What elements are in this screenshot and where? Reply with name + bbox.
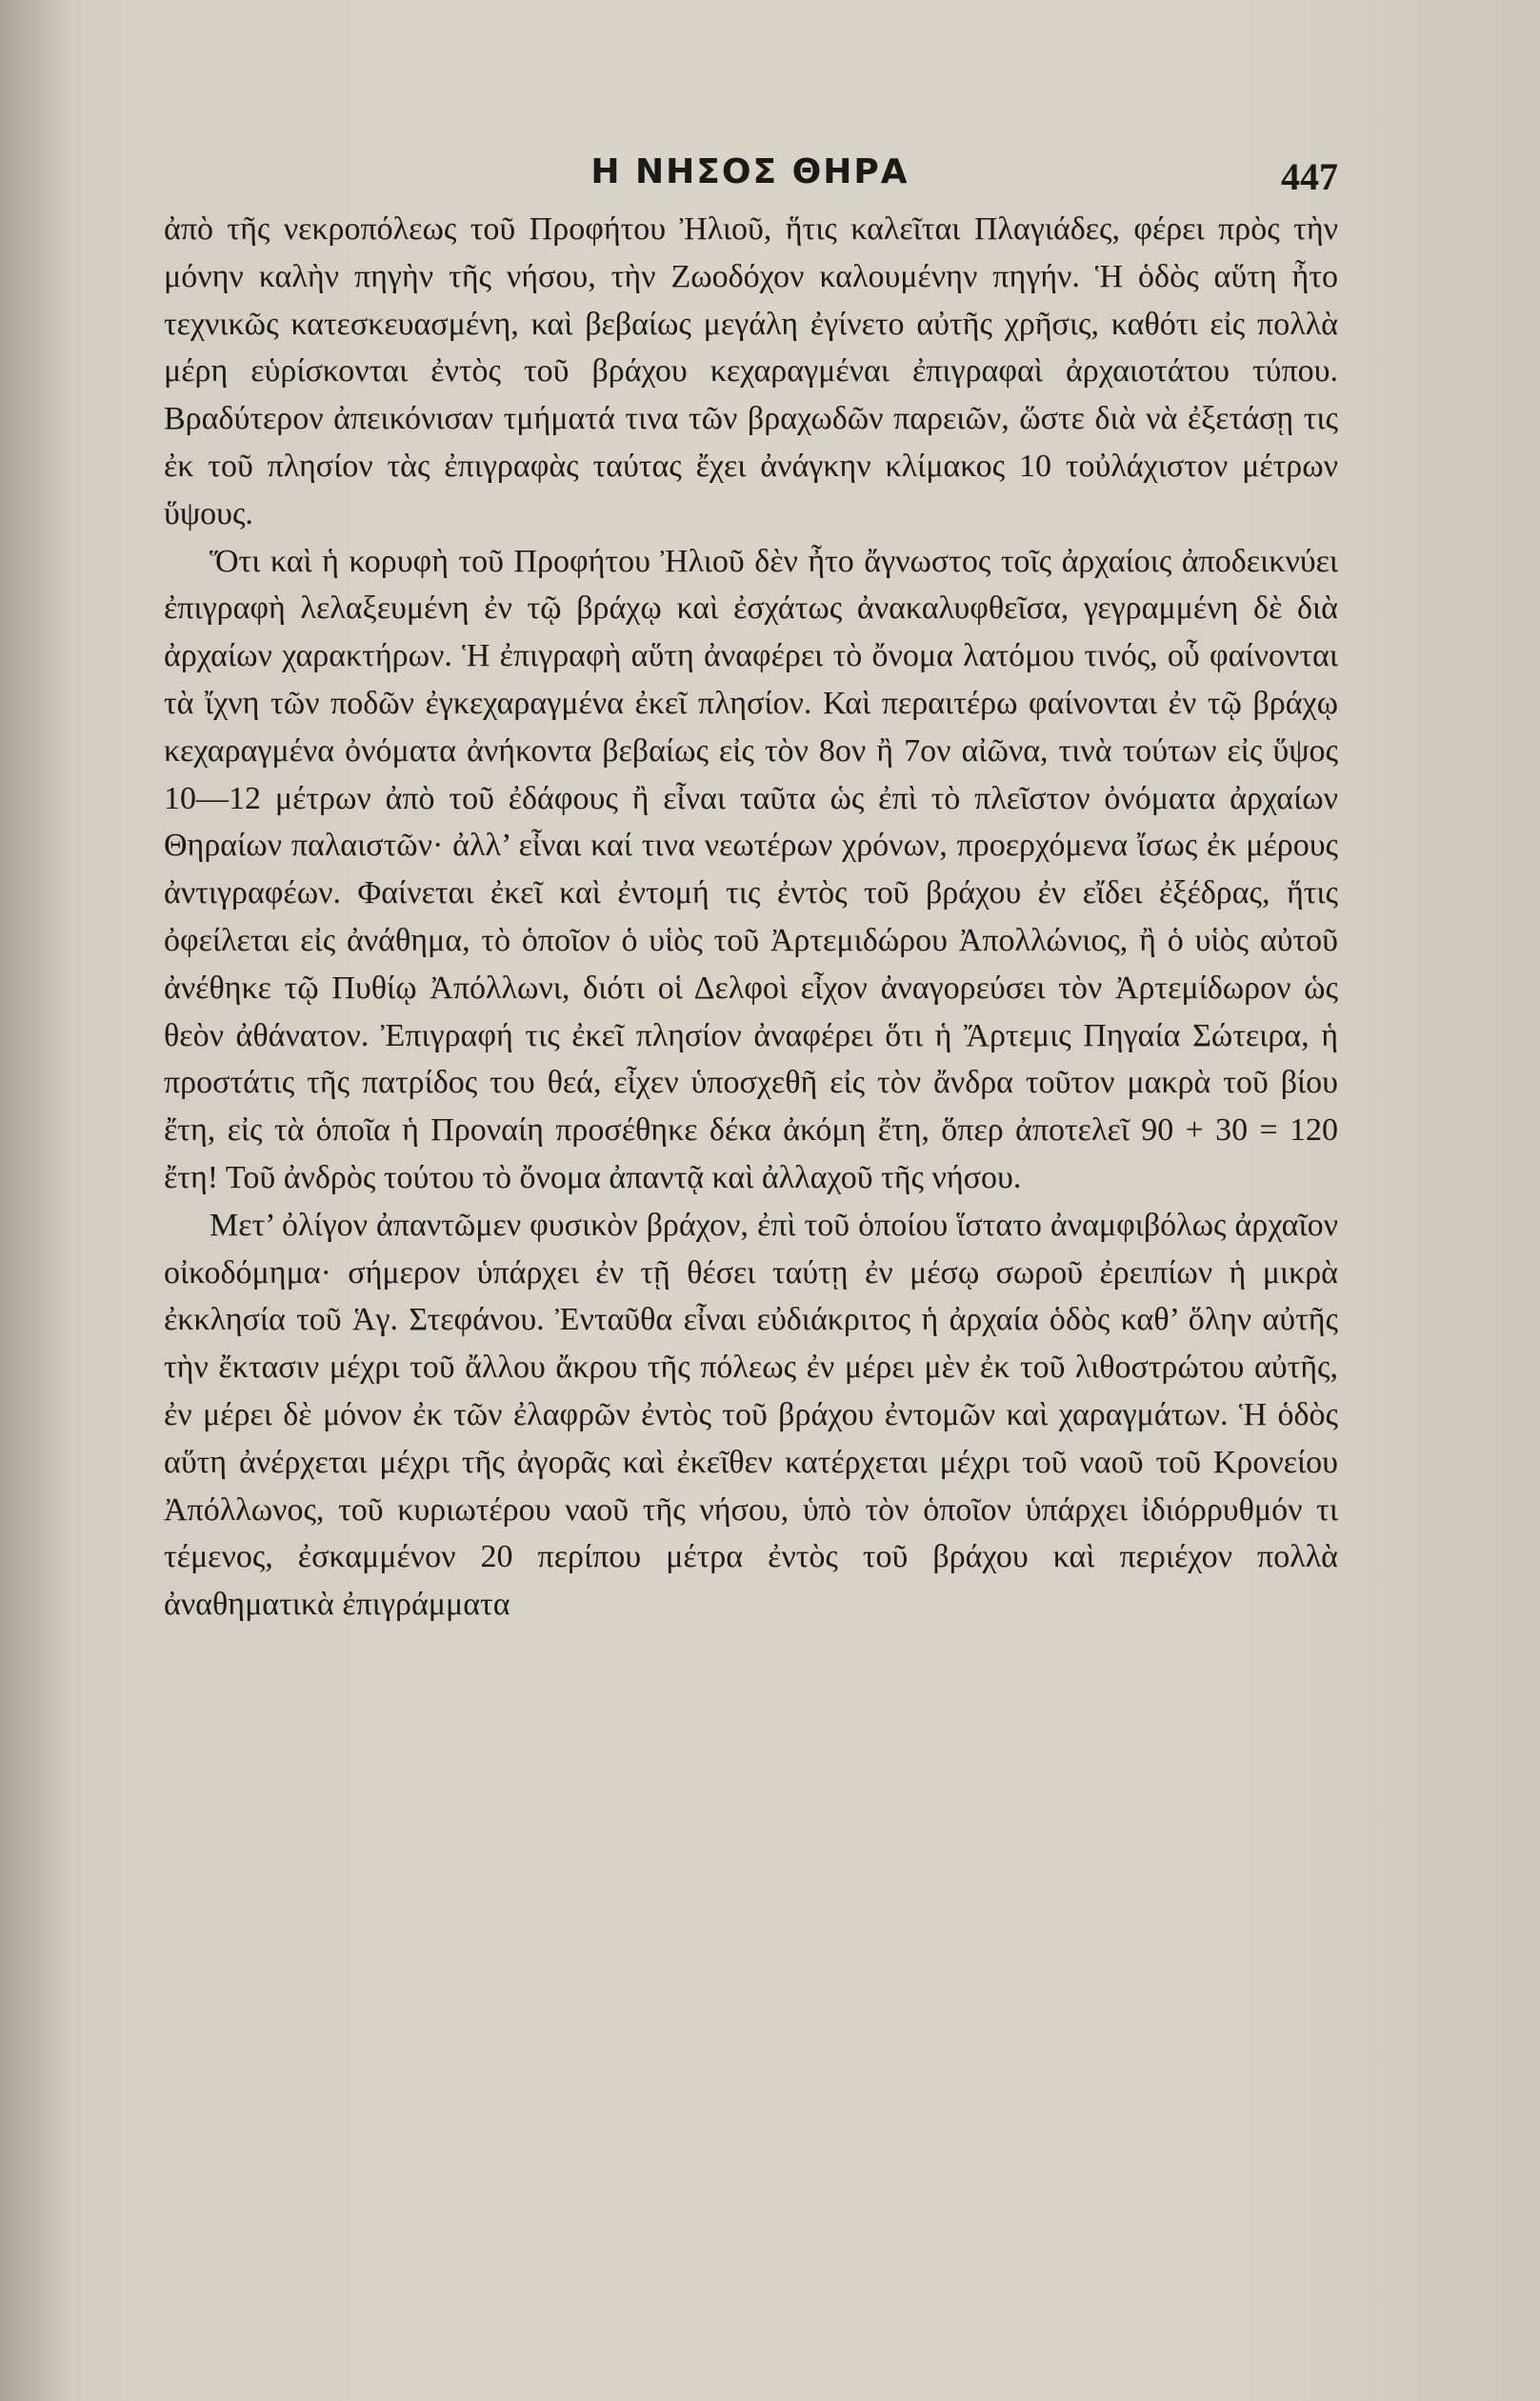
page-number: 447	[1281, 155, 1338, 198]
binding-shadow	[0, 0, 67, 2401]
paragraph-3: Μετ’ ὀλίγον ἀπαντῶμεν φυσικὸν βράχον, ἐπὶ τοῦ ὁποίου ἵστατο ἀναμφιβόλως ἀρχαῖον οἰκοδόμημα· σήμερον ὑπάρχει ἐν τῇ θέσει ταύτῃ ἐν μέσῳ σωροῦ ἐρειπίων ἡ μικρὰ ἐκκλησία τοῦ Ἁγ. Στεφάνου. Ἐνταῦθα εἶναι εὐδιάκριτος ἡ ἀρχαία ὁδὸς καθ’ ὅλην αὐτῆς τὴν ἔκτασιν μέχρι τοῦ ἄλλου ἄκρου τῆς πόλεως ἐν μέρει μὲν ἐκ τοῦ λιθοστρώτου αὐτῆς, ἐν μέρει δὲ μόνον ἐκ τῶν ἐλαφρῶν ἐντὸς τοῦ βράχου ἐντομῶν καὶ χαραγμάτων. Ἡ ὁδὸς αὕτη ἀνέρχεται μέχρι τῆς ἀγορᾶς καὶ ἐκεῖθεν κατέρχεται μέχρι τοῦ ναοῦ τοῦ Κρονείου Ἀπόλλωνος, τοῦ κυριωτέρου ναοῦ τῆς νήσου, ὑπὸ τὸν ὁποῖον ὑπάρχει ἰδιόρρυθμόν τι τέμενος, ἐσκαμμένον 20 περίπου μέτρα ἐντὸς τοῦ βράχου καὶ περιέχον πολλὰ ἀναθηματικὰ ἐπιγράμματα	[164, 1207, 1338, 1623]
page-header	[162, 143, 1338, 200]
body-text	[164, 206, 1338, 1629]
running-title: Η ΝΗΣΟΣ ΘΗΡΑ	[590, 152, 910, 191]
paragraph-2: Ὅτι καὶ ἡ κορυφὴ τοῦ Προφήτου Ἠλιοῦ δὲν ἦτο ἄγνωστος τοῖς ἀρχαίοις ἀποδεικνύει ἐπιγραφὴ λελαξευμένη ἐν τῷ βράχῳ καὶ ἐσχάτως ἀνακαλυφθεῖσα, γεγραμμένη δὲ διὰ ἀρχαίων χαρακτήρων. Ἡ ἐπιγραφὴ αὕτη ἀναφέρει τὸ ὄνομα λατόμου τινός, οὗ φαίνονται τὰ ἴχνη τῶν ποδῶν ἐγκεχαραγμένα ἐκεῖ πλησίον. Καὶ περαιτέρω φαίνονται ἐν τῷ βράχῳ κεχαραγμένα ὀνόματα ἀνήκοντα βεβαίως εἰς τὸν 8ον ἢ 7ον αἰῶνα, τινὰ τούτων εἰς ὕψος 10—12 μέτρων ἀπὸ τοῦ ἐδάφους ἢ εἶναι ταῦτα ὡς ἐπὶ τὸ πλεῖστον ὀνόματα ἀρχαίων Θηραίων παλαιστῶν· ἀλλ’ εἶναι καί τινα νεωτέρων χρόνων, προερχόμενα ἴσως ἐκ μέρους ἀντιγραφέων. Φαίνεται ἐκεῖ καὶ ἐντομή τις ἐντὸς τοῦ βράχου ἐν εἴδει ἐξέδρας, ἥτις ὀφείλεται εἰς ἀνάθημα, τὸ ὁποῖον ὁ υἱὸς τοῦ Ἀρτεμιδώρου Ἀπολλώνιος, ἢ ὁ υἱὸς αὐτοῦ ἀνέθηκε τῷ Πυθίῳ Ἀπόλλωνι, διότι οἱ Δελφοὶ εἶχον ἀναγορεύσει τὸν Ἀρτεμίδωρον ὡς θεὸν ἀθάνατον. Ἐπιγραφή τις ἐκεῖ πλησίον ἀναφέρει ὅτι ἡ Ἄρτεμις Πηγαία Σώτειρα, ἡ προστάτις τῆς πατρίδος του θεά, εἶχεν ὑποσχεθῆ εἰς τὸν ἄνδρα τοῦτον μακρὰ τοῦ βίου ἔτη, εἰς τὰ ὁποῖα ἡ Προναίη προσέθηκε δέκα ἀκόμη ἔτη, ὅπερ ἀποτελεῖ 90 + 30 = 120 ἔτη! Τοῦ ἀνδρὸς τούτου τὸ ὄνομα ἀπαντᾷ καὶ ἀλλαχοῦ τῆς νήσου.	[164, 543, 1338, 1195]
paragraph-1: ἀπὸ τῆς νεκροπόλεως τοῦ Προφήτου Ἠλιοῦ, ἥτις καλεῖται Πλαγιάδες, φέρει πρὸς τὴν μόνην καλὴν πηγὴν τῆς νήσου, τὴν Ζωοδόχον καλουμένην πηγήν. Ἡ ὁδὸς αὕτη ἦτο τεχνικῶς κατεσκευασμένη, καὶ βεβαίως μεγάλη ἐγίνετο αὐτῆς χρῆσις, καθότι εἰς πολλὰ μέρη εὑρίσκονται ἐντὸς τοῦ βράχου κεχαραγμέναι ἐπιγραφαὶ ἀρχαιοτάτου τύπου. Βραδύτερον ἀπεικόνισαν τμήματά τινα τῶν βραχωδῶν παρειῶν, ὥστε διὰ νὰ ἐξετάσῃ τις ἐκ τοῦ πλησίον τὰς ἐπιγραφὰς ταύτας ἔχει ἀνάγκην κλίμακος 10 τοὐλάχιστον μέτρων ὕψους.	[164, 211, 1338, 531]
